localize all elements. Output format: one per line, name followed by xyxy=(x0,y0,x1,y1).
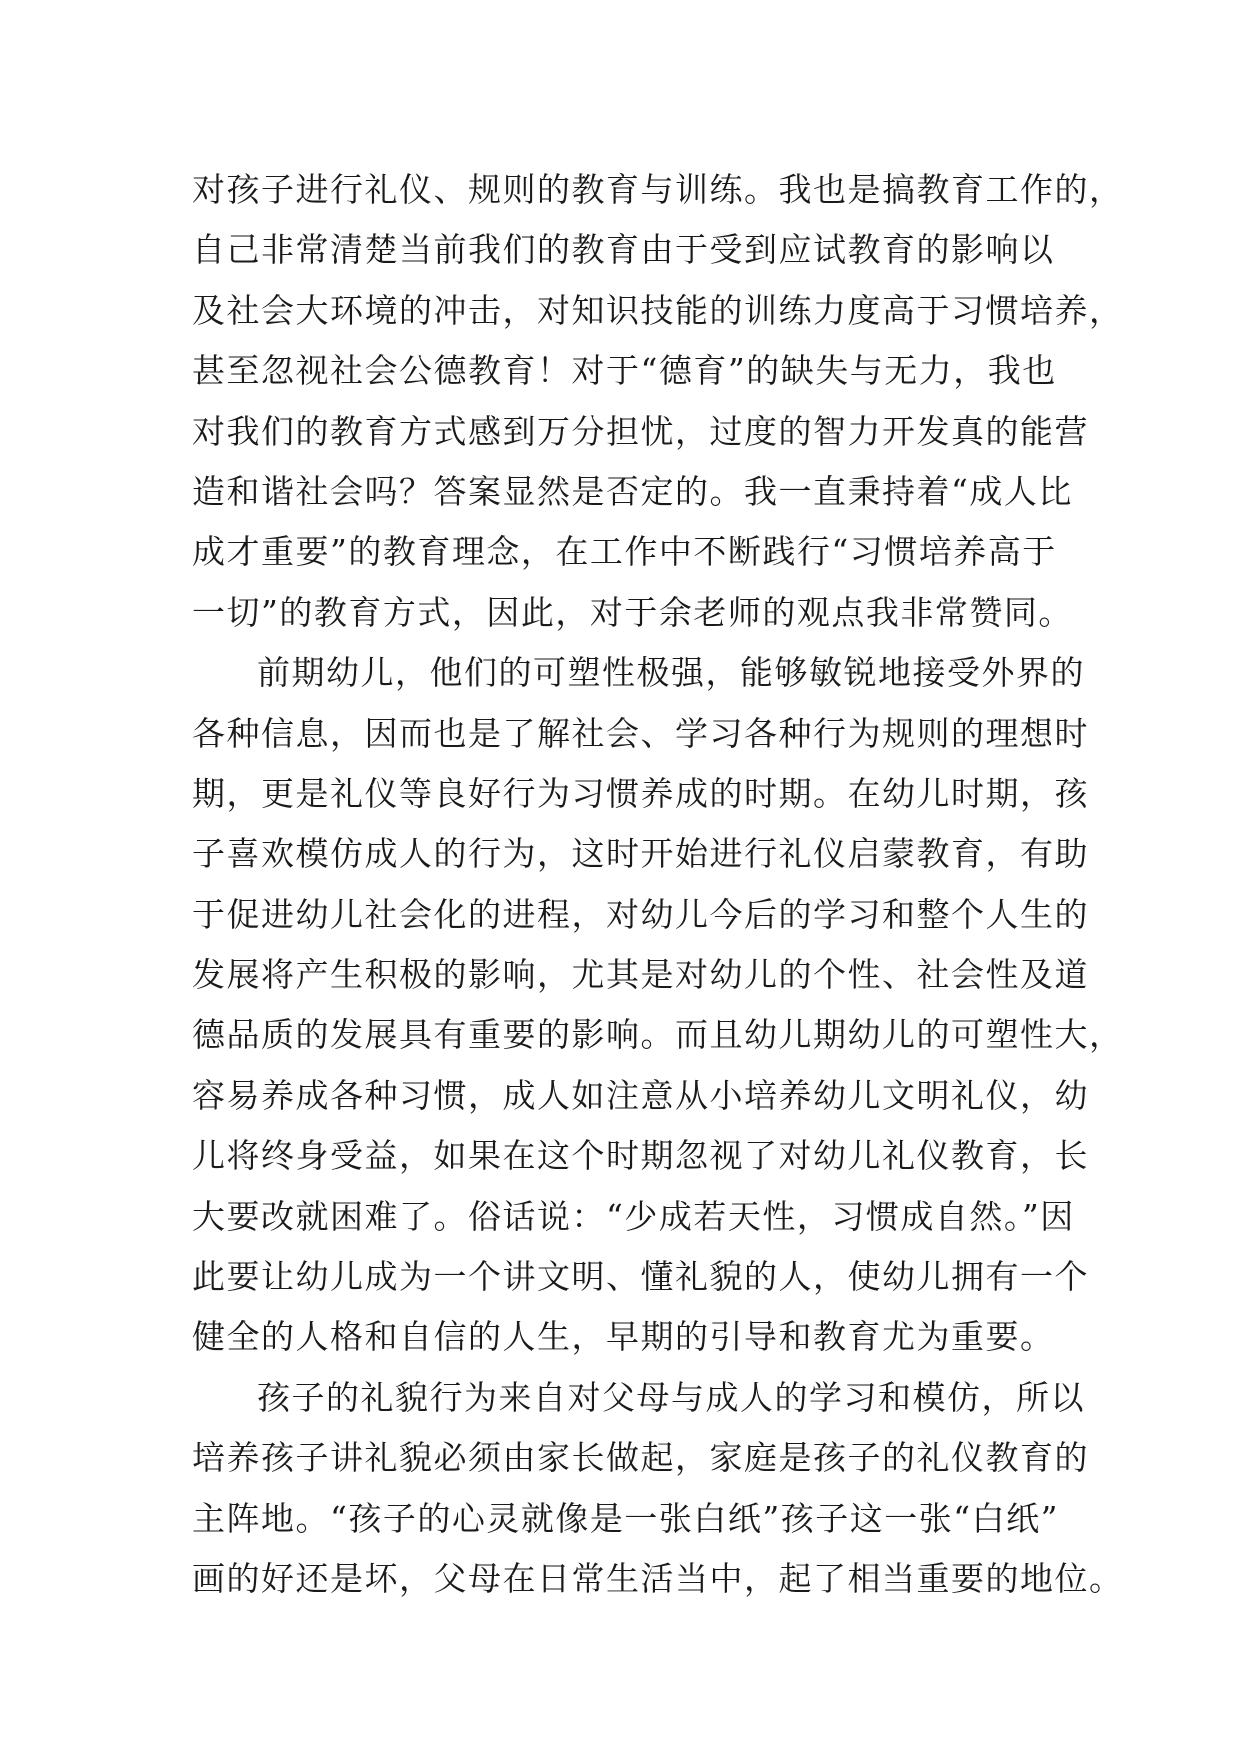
text-line: 德品质的发展具有重要的影响。而且幼儿期幼儿的可塑性大， xyxy=(192,1015,1124,1055)
text-line: 画的好还是坏，父母在日常生活当中，起了相当重要的地位。 xyxy=(192,1558,1124,1598)
text-line: 对我们的教育方式感到万分担忧，过度的智力开发真的能营 xyxy=(192,411,1089,451)
body-text xyxy=(192,160,1124,1609)
paragraph-first-line: 孩子的礼貌行为来自对父母与成人的学习和模仿，所以 xyxy=(257,1377,1085,1417)
text-line: 发展将产生积极的影响，尤其是对幼儿的个性、社会性及道 xyxy=(192,955,1089,995)
text-line: 儿将终身受益，如果在这个时期忽视了对幼儿礼仪教育，长 xyxy=(192,1136,1089,1176)
text-line: 子喜欢模仿成人的行为，这时开始进行礼仪启蒙教育，有助 xyxy=(192,834,1089,874)
text-line: 甚至忽视社会公德教育！对于“德育”的缺失与无力，我也 xyxy=(192,351,1057,391)
paragraph-first-line: 前期幼儿，他们的可塑性极强，能够敏锐地接受外界的 xyxy=(257,653,1085,693)
text-line: 自己非常清楚当前我们的教育由于受到应试教育的影响以 xyxy=(192,230,1055,270)
text-line: 此要让幼儿成为一个讲文明、懂礼貌的人，使幼儿拥有一个 xyxy=(192,1257,1089,1297)
text-line: 期，更是礼仪等良好行为习惯养成的时期。在幼儿时期，孩 xyxy=(192,773,1089,813)
text-line: 容易养成各种习惯，成人如注意从小培养幼儿文明礼仪，幼 xyxy=(192,1075,1089,1115)
text-line: 主阵地。“孩子的心灵就像是一张白纸”孩子这一张“白纸” xyxy=(192,1498,1059,1538)
text-line: 培养孩子讲礼貌必须由家长做起，家庭是孩子的礼仪教育的 xyxy=(192,1438,1089,1478)
text-line: 各种信息，因而也是了解社会、学习各种行为规则的理想时 xyxy=(192,713,1089,753)
text-line: 及社会大环境的冲击，对知识技能的训练力度高于习惯培养， xyxy=(192,290,1124,330)
text-line: 对孩子进行礼仪、规则的教育与训练。我也是搞教育工作的， xyxy=(192,170,1124,209)
text-line: 成才重要”的教育理念，在工作中不断践行“习惯培养高于 xyxy=(192,532,1057,572)
text-line: 健全的人格和自信的人生，早期的引导和教育尤为重要。 xyxy=(192,1317,1055,1357)
text-line: 大要改就困难了。俗话说：“少成若天性，习惯成自然。”因 xyxy=(192,1196,1075,1236)
text-line: 于促进幼儿社会化的进程，对幼儿今后的学习和整个人生的 xyxy=(192,894,1089,934)
text-line: 造和谐社会吗？答案显然是否定的。我一直秉持着“成人比 xyxy=(192,471,1073,511)
text-line: 一切”的教育方式，因此，对于余老师的观点我非常赞同。 xyxy=(192,592,1073,632)
